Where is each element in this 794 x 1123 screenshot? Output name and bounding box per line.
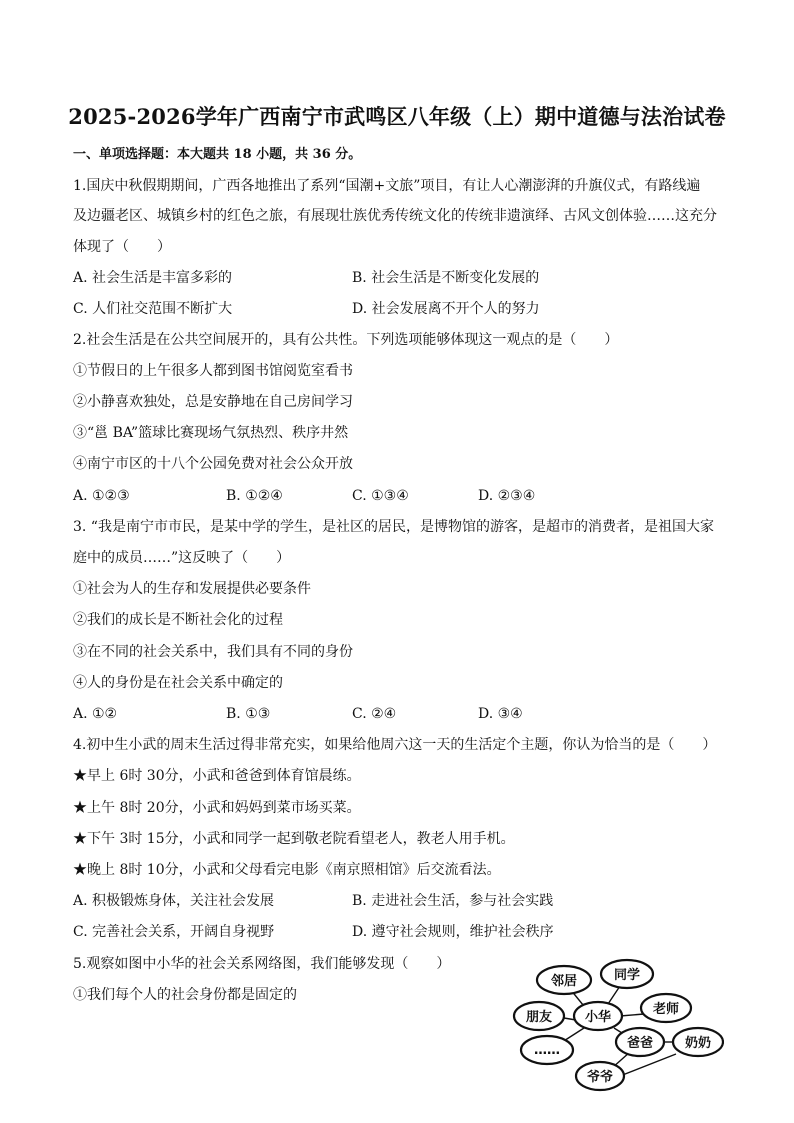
- option-c: C. 完善社会关系，开阔自身视野: [73, 924, 275, 940]
- node-label: ……: [534, 1043, 560, 1058]
- node-center-xiaohua: [574, 1002, 622, 1030]
- node-father: [616, 1028, 664, 1056]
- question-line: 庭中的成员……”这反映了（ ）: [73, 550, 291, 566]
- node-grandmother: [673, 1028, 723, 1056]
- option-a: A. 积极锻炼身体，关注社会发展: [73, 893, 275, 909]
- option-d: D. 遵守社会规则，维护社会秩序: [352, 924, 554, 940]
- node-classmate: [601, 960, 653, 988]
- option-c: C. ①③④: [352, 488, 409, 504]
- question-line: 及边疆老区、城镇乡村的红色之旅，有展现壮族优秀传统文化的传统非遗演绎、古风文创体验……这充分: [73, 208, 717, 224]
- statement-line: ④人的身份是在社会关系中确定的: [73, 675, 283, 691]
- node-label: 同学: [613, 968, 641, 983]
- option-b: B. ①③: [226, 706, 271, 722]
- statement-line: ②我们的成长是不断社会化的过程: [73, 612, 283, 628]
- question-line: 体现了（ ）: [73, 239, 171, 255]
- question-line: 2.社会生活是在公共空间展开的，具有公共性。下列选项能够体现这一观点的是（ ）: [73, 332, 619, 348]
- node-label: 邻居: [550, 974, 578, 989]
- statement-line: ★早上 6时 30分，小武和爸爸到体育馆晨练。: [73, 768, 361, 784]
- option-d: D. 社会发展离不开个人的努力: [352, 301, 540, 317]
- statement-line: ④南宁市区的十八个公园免费对社会公众开放: [73, 456, 353, 472]
- question-line: 4.初中生小武的周末生活过得非常充实，如果给他周六这一天的生活定个主题，你认为恰当的是（ ）: [73, 737, 717, 753]
- node-label: 小华: [584, 1010, 612, 1025]
- node-ellipsis: [521, 1036, 573, 1064]
- node-label: 爸爸: [626, 1036, 654, 1051]
- statement-line: ★下午 3时 15分，小武和同学一起到敬老院看望老人，教老人用手机。: [73, 831, 515, 847]
- node-grandfather: [576, 1062, 624, 1090]
- node-label: 朋友: [525, 1010, 553, 1025]
- question-line: 1.国庆中秋假期期间，广西各地推出了系列“国潮+文旅”项目，有让人心潮澎湃的升旗仪式，有路线遍: [73, 178, 701, 194]
- option-b: B. 走进社会生活，参与社会实践: [352, 893, 554, 909]
- statement-line: ③“邕 BA”篮球比赛现场气氛热烈、秩序井然: [73, 425, 349, 441]
- statement-line: ★上午 8时 20分，小武和妈妈到菜市场买菜。: [73, 800, 361, 816]
- option-b: B. 社会生活是不断变化发展的: [352, 270, 540, 286]
- node-teacher: [641, 994, 691, 1022]
- option-b: B. ①②④: [226, 488, 283, 504]
- statement-line: ★晚上 8时 10分，小武和父母看完电影《南京照相馆》后交流看法。: [73, 862, 501, 878]
- exam-title: 2025-2026学年广西南宁市武鸣区八年级（上）期中道德与法治试卷: [68, 104, 726, 129]
- node-friend: [514, 1002, 564, 1030]
- node-label: 爷爷: [586, 1070, 614, 1085]
- option-d: D. ③④: [478, 706, 523, 722]
- option-a: A. ①②: [73, 706, 118, 722]
- section-heading: 一、单项选择题：本大题共 18 小题，共 36 分。: [73, 147, 362, 162]
- statement-line: ③在不同的社会关系中，我们具有不同的身份: [73, 644, 353, 660]
- statement-line: ①节假日的上午很多人都到图书馆阅览室看书: [73, 363, 353, 379]
- option-a: A. ①②③: [73, 488, 130, 504]
- social-network-diagram: [512, 958, 724, 1094]
- node-neighbor: [537, 966, 591, 994]
- node-label: 奶奶: [684, 1036, 712, 1051]
- question-line: 5.观察如图中小华的社会关系网络图，我们能够发现（ ）: [73, 956, 451, 972]
- question-line: 3. “我是南宁市市民，是某中学的学生，是社区的居民，是博物馆的游客，是超市的消费者，是祖国大家: [73, 519, 714, 535]
- statement-line: ②小静喜欢独处，总是安静地在自己房间学习: [73, 394, 353, 410]
- statement-line: ①社会为人的生存和发展提供必要条件: [73, 581, 311, 597]
- option-a: A. 社会生活是丰富多彩的: [73, 270, 233, 286]
- option-c: C. 人们社交范围不断扩大: [73, 301, 233, 317]
- statement-line: ①我们每个人的社会身份都是固定的: [73, 987, 297, 1003]
- node-label: 老师: [652, 1002, 680, 1017]
- option-c: C. ②④: [352, 706, 397, 722]
- option-d: D. ②③④: [478, 488, 536, 504]
